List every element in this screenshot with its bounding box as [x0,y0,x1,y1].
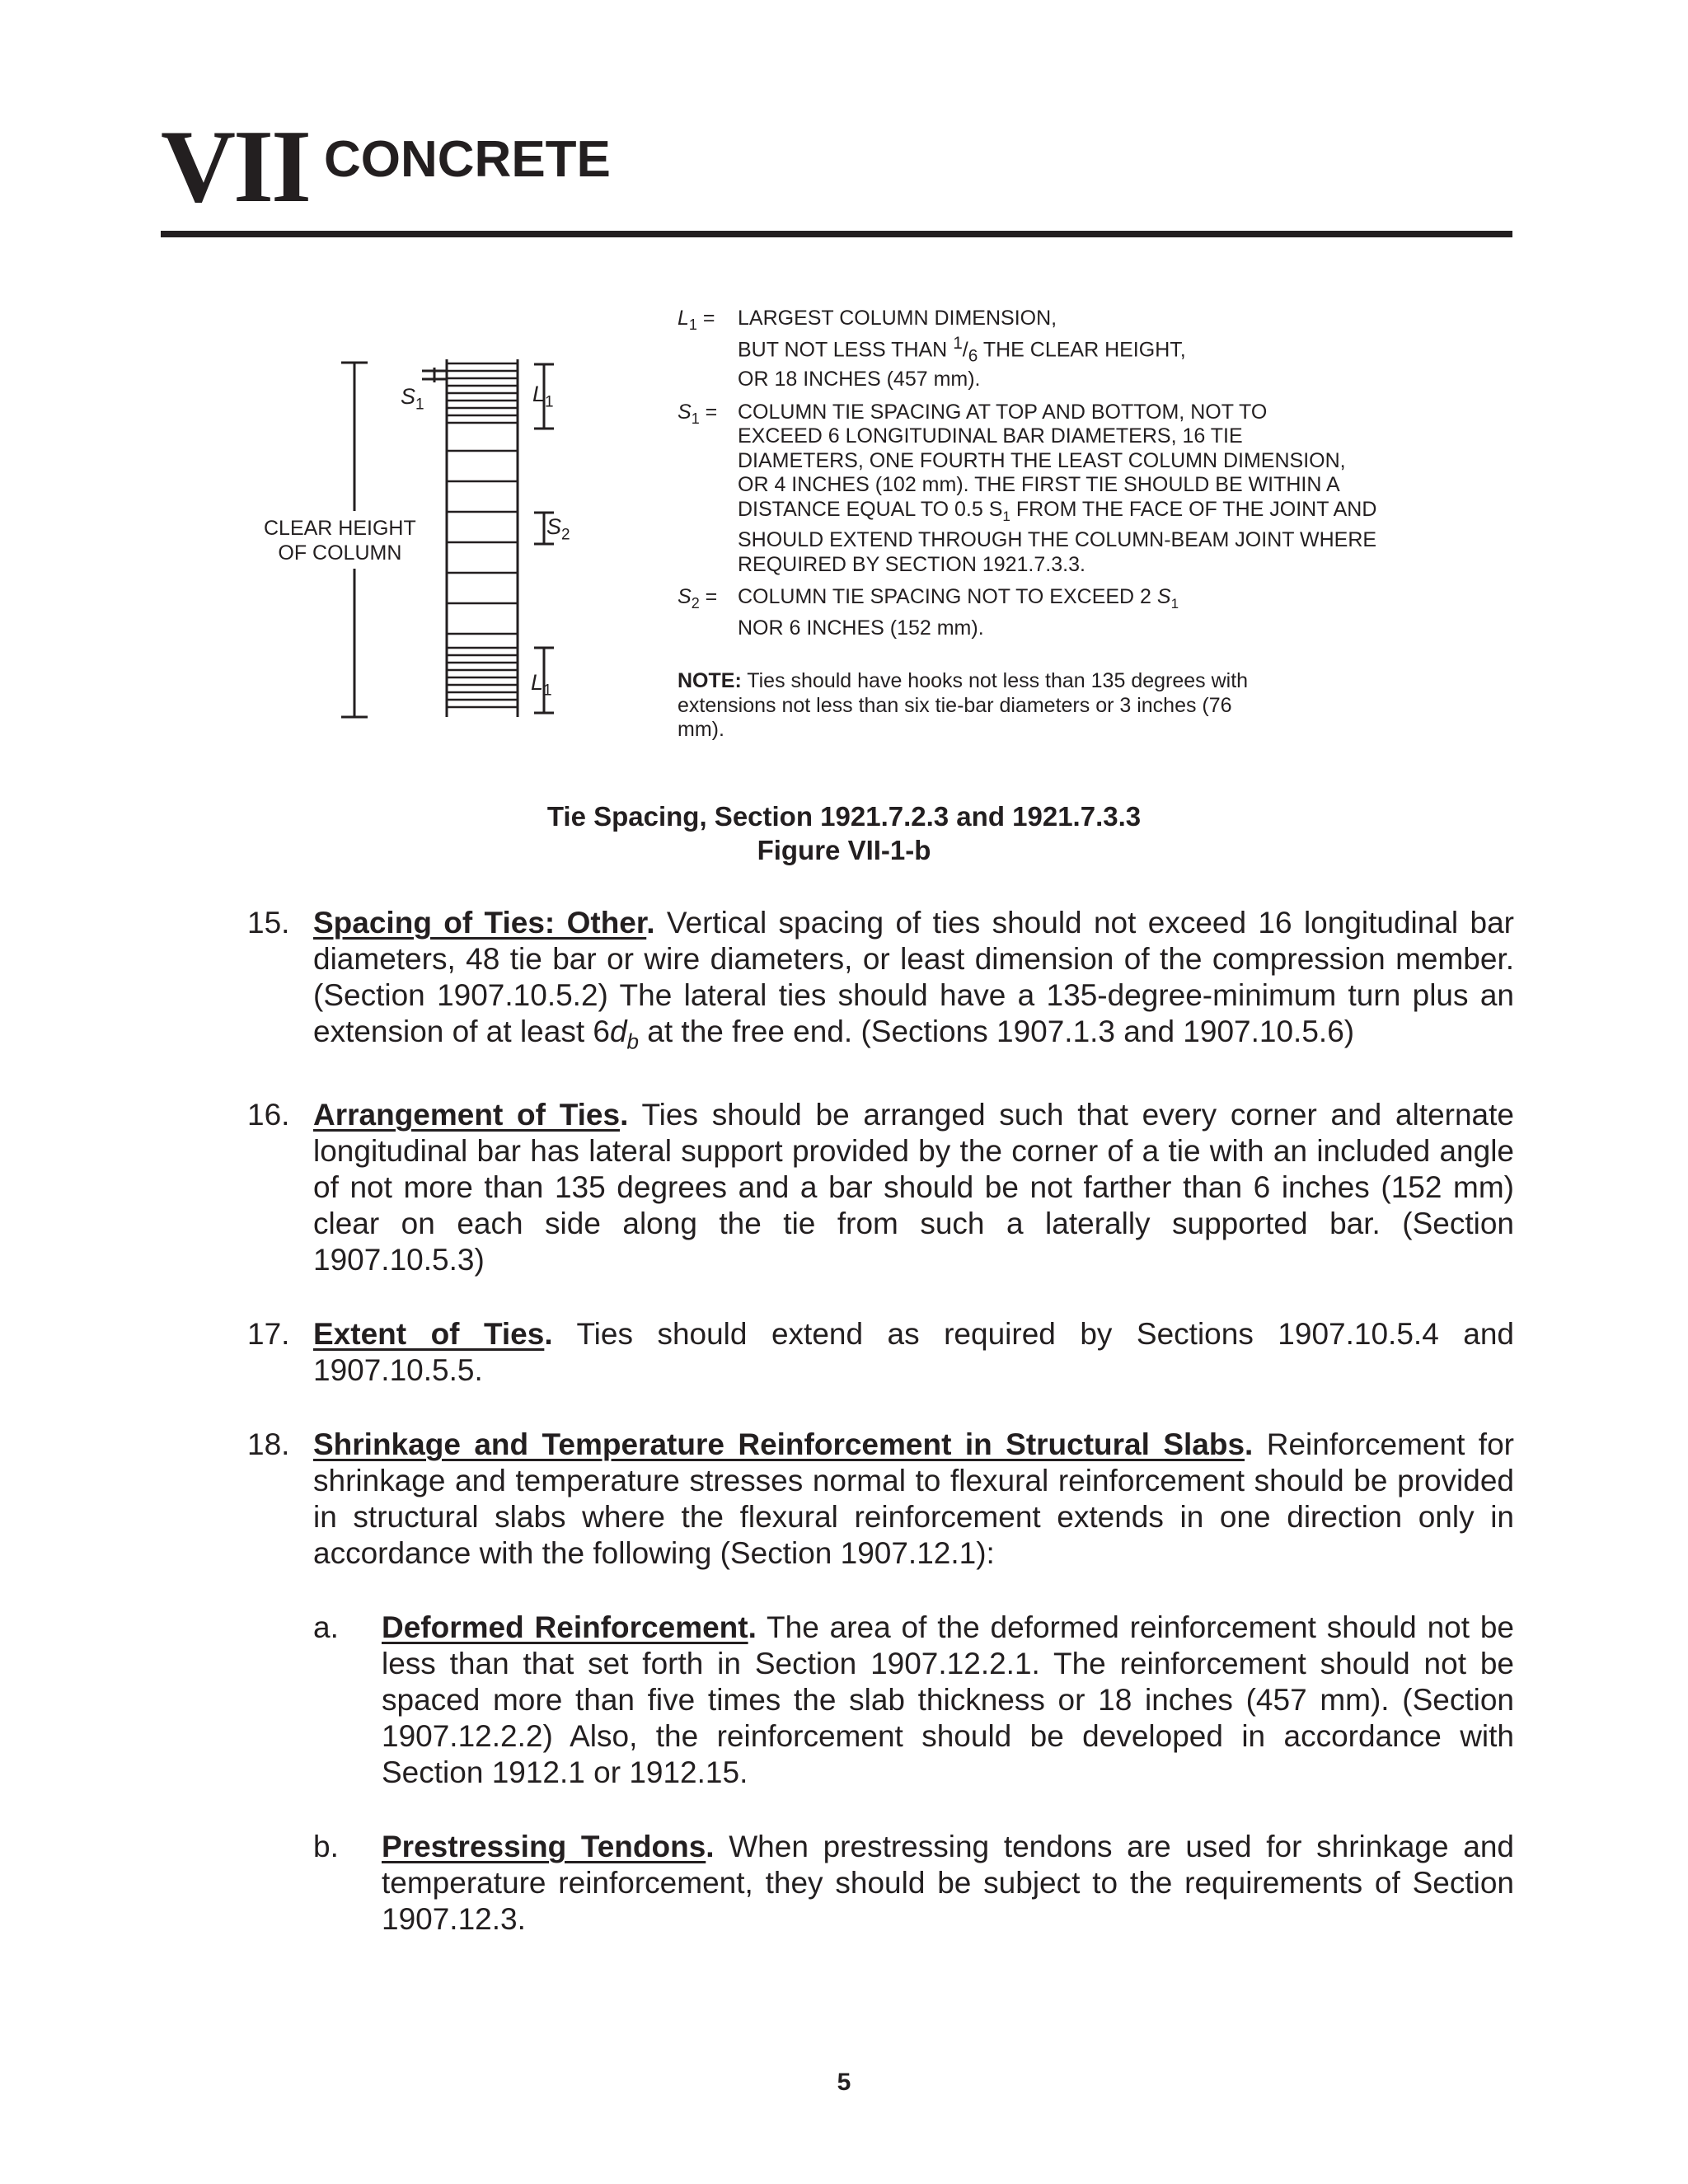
numbered-items [247,905,1514,1975]
legend-entry-l1: $L_1$ = LARGEST COLUMN DIMENSION, BUT NOT LESS THAN $^1/_6$ THE CLEAR HEIGHT, OR 18 INCHES (457 mm). [678,307,1186,391]
caption-figure-number: Figure VII-1-b [757,835,931,865]
item-heading: Shrinkage and Temperature Reinforcement in Structural Slabs [313,1427,1245,1462]
figure-note [678,669,1271,743]
note-label: NOTE: [678,669,742,692]
l1-top-symbol: $L_1$ [532,382,554,411]
figure-legend [678,307,1518,649]
s1-symbol: $S_1$ [401,384,424,414]
note-text: Ties should have hooks not less than 135 degrees with extensions not less than six tie-bar diameters or 3 inches (76 mm). [678,669,1249,741]
column-drawing [0,0,676,742]
s2-symbol: $S_2$ [546,514,570,544]
caption-title: Tie Spacing, Section 1921.7.2.3 and 1921.7.3.3 [546,801,1142,832]
item-heading: Arrangement of Ties [313,1098,621,1132]
tie-spacing-diagram [0,0,676,742]
page-number: 5 [837,2069,851,2096]
chapter-number: VII [161,110,310,224]
figure-caption [0,799,1688,867]
item-16: 16. Arrangement of Ties. Ties should be arranged such that every corner and alternate longitudinal bar has lateral support provided by the corner of a tie with an included angle of not more than 135 degrees and a bar should be not farther than 6 inches (152 mm) clear on each side along the tie from such a laterally supported bar. (Section 1907.10.5.3) [247,1098,1514,1277]
item-17: 17. Extent of Ties. Ties should extend as required by Sections 1907.10.5.4 and 1907.10.5.5. [247,1317,1514,1388]
sub-items [313,1610,1514,1938]
sub-item-heading: Prestressing Tendons [382,1830,706,1864]
item-heading: Extent of Ties [313,1317,545,1352]
sub-item-heading: Deformed Reinforcement [382,1610,748,1645]
sub-item-b: b. Prestressing Tendons. When prestressing tendons are used for shrinkage and temperature reinforcement, they should be subject to the requirements of Section 1907.12.3. [313,1830,1514,1937]
item-18: 18. Shrinkage and Temperature Reinforcement in Structural Slabs. Reinforcement for shrinkage and temperature stresses normal to flexural reinforcement should be provided in structural slabs where the flexural reinforcement extends in one direction only in accordance with the following (Section 1907.12.1): a. Deformed Reinforcement. The area of the deformed reinforcement should not be less than that set forth in Section 1907.12.2.1. The reinforcement should not be spaced more than five times the slab thickness or 18 inches (457 mm). (Section 1907.12.2.2) Also, the reinforcement should be developed in accordance with Section 1912.1 or 1912.15. b. Prestressing Tendons. When prestressing tendons are used for shrinkage and temperature reinforcement, they should be subject to the requirements of Section 1907.12.3. [247,1427,1515,1937]
sub-item-a: a. Deformed Reinforcement. The area of the deformed reinforcement should not be less than that set forth in Section 1907.12.2.1. The reinforcement should not be spaced more than five times the slab thickness or 18 inches (457 mm). (Section 1907.12.2.2) Also, the reinforcement should be developed in accordance with Section 1912.1 or 1912.15. [313,1610,1515,1790]
chapter-title: CONCRETE [324,131,611,188]
item-heading: Spacing of Ties: Other [313,906,647,940]
legend-entry-s1: $S_1$ = COLUMN TIE SPACING AT TOP AND BOTTOM, NOT TO EXCEED 6 LONGITUDINAL BAR DIAMETERS, 16 TIE DIAMETERS, ONE FOURTH THE LEAST COLUMN DIMENSION, OR 4 INCHES (102 mm). THE FIRST TIE SHOULD BE WITHIN A DISTANCE EQUAL TO 0.5 $S_1$ FROM THE FACE OF THE JOINT AND SHOULD EXTEND THROUGH THE COLUMN-BEAM JOINT WHERE REQUIRED BY SECTION 1921.7.3.3. [678,400,1377,576]
legend-entry-s2: $S_2$ = COLUMN TIE SPACING NOT TO EXCEED 2 $S_1$ NOR 6 INCHES (152 mm). [678,585,1179,640]
clear-height-label: CLEAR HEIGHT OF COLUMN [264,517,416,565]
item-15: 15. Spacing of Ties: Other. Vertical spacing of ties should not exceed 16 longitudinal bar diameters, 48 tie bar or wire diameters, or least dimension of the compression member. (Section 1907.10.5.2) The lateral ties should have a 135-degree-minimum turn plus an extension of at least $6d_b$ at the free end. (Sections 1907.1.3 and 1907.10.5.6) [247,906,1514,1054]
l1-bottom-symbol: $L_1$ [531,670,552,700]
